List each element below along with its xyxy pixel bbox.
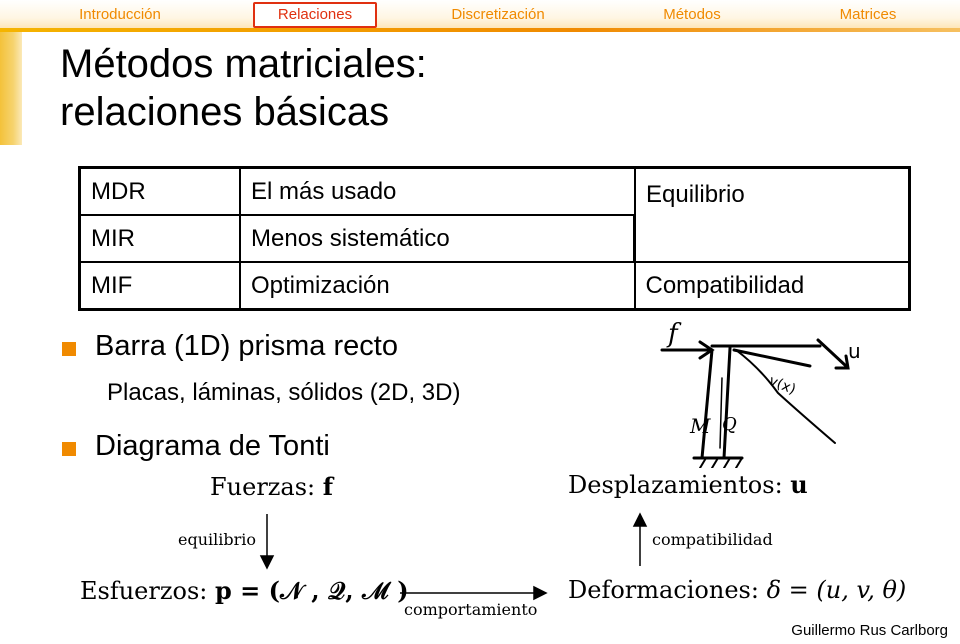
tonti-deformaciones xyxy=(568,576,906,604)
nav-item-metodos[interactable]: Métodos xyxy=(663,6,721,23)
bullet-text: Barra (1D) prisma recto xyxy=(95,330,398,362)
page-title-line1: Métodos matriciales: xyxy=(60,42,427,86)
footer-author: Guillermo Rus Carlborg xyxy=(791,622,948,639)
arrow-comportamiento-head xyxy=(534,587,546,599)
tonti-deformaciones-label: Deformaciones: xyxy=(568,576,759,604)
tonti-compatibilidad-label: compatibilidad xyxy=(652,530,773,549)
tonti-esfuerzos-expr: p = (𝒩 , 𝒬, ℳ ) xyxy=(215,576,409,605)
sketch-label-m: M xyxy=(690,414,711,438)
arrow-equilibrio-head xyxy=(261,556,273,568)
tonti-desplazamientos-symbol: u xyxy=(790,470,808,499)
table-cell: MDR xyxy=(80,168,241,216)
table-cell: MIR xyxy=(80,215,241,262)
tonti-equilibrio-label: equilibrio xyxy=(178,530,257,549)
tonti-deformaciones-expr: δ = (u, v, θ) xyxy=(766,576,907,604)
tonti-esfuerzos-label: Esfuerzos: xyxy=(80,577,208,605)
bullet-text: Diagrama de Tonti xyxy=(95,430,330,462)
table-cell: Optimización xyxy=(240,262,635,310)
nav-item-matrices[interactable]: Matrices xyxy=(839,6,897,23)
sketch-label-v: v(x) xyxy=(766,372,798,399)
nav-item-relaciones[interactable]: Relaciones xyxy=(253,2,377,28)
bullet-subtext: Placas, láminas, sólidos (2D, 3D) xyxy=(107,379,461,406)
tonti-fuerzas-symbol: f xyxy=(322,472,334,501)
sketch-label-f: f xyxy=(668,319,678,349)
tonti-fuerzas-label: Fuerzas: xyxy=(210,473,316,501)
table-cell: Menos sistemático xyxy=(240,215,635,262)
sketch-label-u: u xyxy=(848,339,861,363)
tonti-comportamiento-label: comportamiento xyxy=(404,600,538,619)
nav-item-introduccion[interactable]: Introducción xyxy=(79,6,161,23)
tonti-esfuerzos xyxy=(80,576,409,605)
arrow-compatibilidad-head xyxy=(634,514,646,526)
nav-item-discretizacion[interactable]: Discretización xyxy=(451,6,545,23)
table-cell: El más usado xyxy=(240,168,635,216)
sketch-label-q: Q xyxy=(722,414,737,435)
page-title-line2: relaciones básicas xyxy=(60,90,390,134)
tonti-desplazamientos-label: Desplazamientos: xyxy=(568,471,783,499)
table-cell: Equilibrio xyxy=(635,168,910,263)
table-cell: MIF xyxy=(80,262,241,310)
table-cell: Compatibilidad xyxy=(635,262,910,310)
